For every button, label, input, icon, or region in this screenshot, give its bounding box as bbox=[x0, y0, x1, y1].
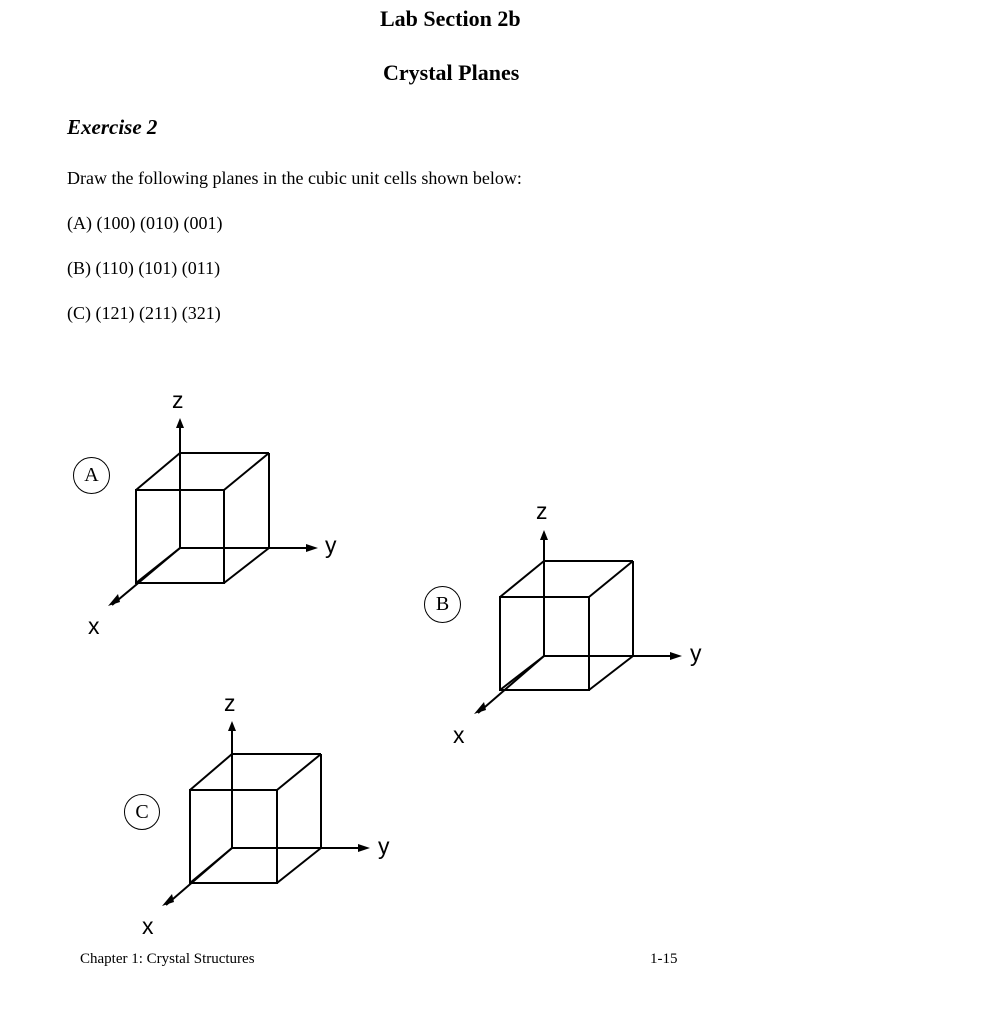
page-title: Crystal Planes bbox=[383, 60, 520, 85]
cube-b-z-label: z bbox=[536, 498, 548, 524]
footer-chapter: Chapter 1: Crystal Structures bbox=[80, 951, 255, 967]
exercise-item-c: (C) (121) (211) (321) bbox=[67, 303, 221, 323]
exercise-heading: Exercise 2 bbox=[67, 115, 158, 139]
lab-section-title: Lab Section 2b bbox=[380, 6, 521, 31]
cube-b-x-label: x bbox=[453, 722, 465, 748]
label-circle-a: A bbox=[73, 457, 110, 494]
label-circle-c: C bbox=[124, 794, 160, 830]
cube-b-y-label: y bbox=[690, 640, 702, 666]
cube-a-z-label: z bbox=[172, 387, 184, 413]
footer-page-number: 1-15 bbox=[650, 951, 678, 967]
cube-c-z-arrow bbox=[228, 721, 236, 731]
cube-c-front-face bbox=[190, 790, 277, 883]
exercise-item-a: (A) (100) (010) (001) bbox=[67, 213, 223, 233]
cube-c-y-arrow bbox=[358, 844, 370, 852]
exercise-instruction: Draw the following planes in the cubic unit cells shown below: bbox=[67, 168, 522, 188]
cube-c-y-label: y bbox=[378, 833, 390, 859]
label-circle-b: B bbox=[424, 586, 461, 623]
exercise-item-b: (B) (110) (101) (011) bbox=[67, 258, 221, 278]
cube-a-x-label: x bbox=[88, 613, 100, 639]
cube-c-z-label: z bbox=[224, 690, 236, 716]
cube-a-y-label: y bbox=[325, 532, 337, 558]
cube-c-x-label: x bbox=[142, 913, 154, 939]
